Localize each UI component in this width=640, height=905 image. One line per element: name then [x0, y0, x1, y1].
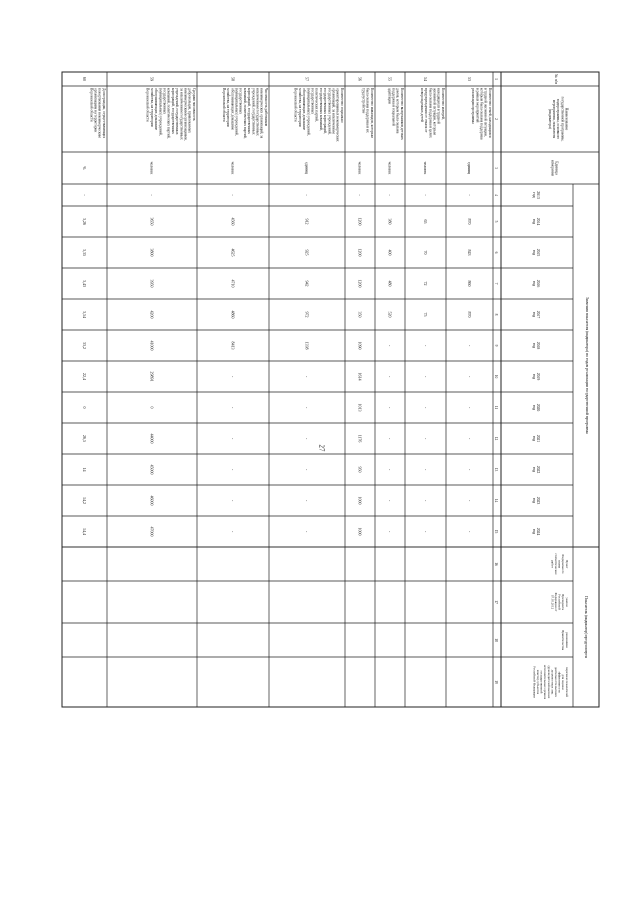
row-name: Количество инвалидов, которым: [369, 88, 374, 138]
row-unit: человек: [387, 161, 392, 175]
row-value: 480: [387, 280, 393, 287]
row-value: 47000: [149, 526, 155, 537]
row-value: -: [423, 344, 428, 347]
row-value: -: [467, 194, 472, 196]
column-number: 16: [494, 562, 498, 566]
row-value: 1200: [357, 217, 363, 226]
row-name: хозяйства, на территории: [226, 88, 231, 127]
row-value: -: [357, 194, 363, 196]
row-value: 942: [304, 280, 310, 287]
row-value: -: [423, 468, 428, 471]
header-name-column: мероприятия, показателя: [551, 99, 556, 139]
column-number: 10: [494, 374, 498, 379]
row-value: 350: [357, 311, 363, 318]
row-name: организаций, за исключением: [331, 88, 336, 134]
row-value: 1000: [357, 527, 363, 536]
row-value: 1090: [357, 341, 363, 350]
header-year-2018: год: [531, 342, 536, 349]
row-value: -: [304, 194, 310, 196]
row-value: 400: [387, 249, 393, 256]
row-value: -: [387, 530, 393, 533]
row-value: 3,35: [82, 249, 87, 256]
column-number: 19: [494, 680, 498, 684]
row-value: -: [304, 499, 310, 502]
row-value: -: [304, 530, 310, 533]
row-value: -: [387, 406, 393, 409]
row-value: 75: [423, 312, 428, 317]
row-name: исключением государственных: [255, 88, 260, 136]
row-name: домов, которым была оказана: [395, 88, 400, 134]
row-value: 4200: [149, 310, 155, 319]
row-name: поддержка в социальной: [391, 88, 396, 126]
row-value: 4560: [230, 217, 236, 226]
row-name: была оказана поддержка в их: [365, 88, 370, 133]
header-year-2014: 2014: [536, 217, 541, 226]
header-year-2022: 2022: [536, 465, 541, 474]
row-value: -: [467, 375, 472, 378]
header-name-column: Наименование: [564, 107, 569, 131]
row-value: -: [387, 375, 393, 378]
row-value: 14,2: [82, 497, 87, 504]
row-number: 60: [82, 77, 87, 81]
header-year-2019: 2019: [536, 372, 541, 381]
row-value: 3650: [149, 217, 155, 226]
header-calc-column-1: плана: [557, 560, 562, 568]
row-value: 3,43: [82, 280, 87, 287]
row-number: 56: [357, 77, 363, 81]
row-unit: единиц: [304, 162, 309, 174]
column-number: 3: [494, 167, 498, 169]
row-number: 57: [304, 77, 310, 81]
row-number: 53: [467, 77, 472, 81]
row-name: корпораций, государственных: [247, 88, 252, 134]
row-value: 14: [82, 467, 87, 472]
header-calc-column-2: указом: [564, 597, 569, 607]
row-value: -: [230, 530, 236, 533]
row-value: 41000: [149, 340, 155, 351]
row-value: 26,5: [82, 435, 87, 442]
row-name: которым была оказана поддержка: [479, 88, 484, 140]
header-calc-group: Показатель (индикатор) предусмотрен: [584, 595, 588, 659]
column-number: 1: [494, 78, 498, 80]
row-value: -: [304, 468, 310, 471]
row-value: -: [304, 406, 310, 409]
header-year-2013: 2013: [536, 191, 541, 199]
row-name: в рамках мероприятий: [475, 88, 480, 123]
row-value: -: [230, 468, 236, 471]
row-name: учреждений, государственных: [175, 88, 180, 135]
row-value: -: [304, 375, 310, 378]
row-unit: человек: [423, 161, 427, 175]
row-name: Воронежской области: [293, 88, 298, 122]
row-name: пожертвования некоммерческим: [97, 88, 102, 138]
column-number: 13: [494, 467, 498, 472]
header-year-2024: год: [531, 528, 536, 535]
header-calc-column-2: Российской: [557, 594, 562, 610]
header-year-2017: год: [531, 311, 536, 318]
row-name: (муниципальных) учреждений,: [234, 88, 239, 136]
row-name: компаний, политических партий,: [166, 88, 171, 139]
header-name-column: государственной программы,: [560, 96, 565, 142]
row-value: 0: [82, 406, 87, 409]
column-number: 6: [494, 251, 498, 254]
header-calc-column-3: Правительства: [561, 629, 566, 651]
row-value: 72: [423, 281, 428, 286]
row-value: 1338: [304, 341, 310, 350]
row-value: 3950: [149, 279, 155, 288]
row-value: -: [230, 375, 236, 378]
row-value: -: [387, 344, 393, 347]
header-year-2024: 2024: [536, 527, 541, 536]
header-unit-column: Единица: [554, 161, 559, 175]
row-unit: человек: [357, 161, 362, 175]
header-year-2023: год: [531, 497, 536, 504]
row-name: (муниципальных) учреждений,: [158, 88, 163, 136]
row-value: -: [467, 499, 472, 502]
row-value: -: [387, 194, 393, 196]
header-calc-column-1: Федерального: [561, 554, 566, 574]
page-number: 27: [317, 444, 326, 452]
row-name: государственных: [162, 88, 167, 115]
row-value: 912: [304, 218, 310, 225]
header-calc-column-2: Президента: [561, 594, 566, 610]
row-value: 3,26: [82, 218, 87, 225]
row-value: -: [467, 437, 472, 440]
header-year-2013: год: [531, 192, 536, 198]
header-calc-column-1: работ: [550, 560, 555, 568]
row-value: 870: [467, 218, 472, 225]
row-name: Количество матерей,: [440, 88, 445, 120]
header-year-2021: 2021: [536, 434, 541, 443]
column-number: 9: [494, 344, 498, 347]
header-year-2023: 2023: [536, 496, 541, 505]
row-name: организациям на территории: [93, 88, 98, 133]
column-number: 4: [494, 194, 498, 196]
row-value: 8413: [230, 341, 236, 350]
column-number: 18: [494, 638, 498, 642]
row-value: -: [230, 406, 236, 409]
row-value: -: [423, 194, 428, 196]
row-name: (муниципальных) учреждений,: [306, 88, 311, 136]
row-value: -: [230, 499, 236, 502]
row-name: государственных: [310, 88, 315, 115]
header-year-2018: 2018: [536, 341, 541, 350]
row-number: 55: [387, 77, 393, 81]
row-value: 46000: [149, 495, 155, 506]
indicator-table: [62, 72, 599, 707]
header-calc-column-4: Российской Федерации: [532, 666, 537, 698]
row-value: 972: [304, 311, 310, 318]
header-calc-column-4: государственной: [539, 670, 544, 694]
row-value: 843: [467, 249, 472, 256]
row-value: 380: [387, 218, 393, 225]
header-calc-column-4: должностных лиц: [550, 669, 555, 695]
header-calc-column-2: 07.05.2012: [550, 594, 555, 610]
header-year-2017: 2017: [536, 310, 541, 319]
row-value: 70: [423, 250, 428, 255]
row-value: -: [304, 437, 310, 440]
row-name: Воронежской области: [145, 88, 150, 122]
header-unit-column: измерения: [550, 159, 555, 177]
column-number: 15: [494, 529, 498, 534]
column-number: 12: [494, 436, 498, 441]
row-value: -: [387, 468, 393, 471]
row-name: обслуживающих домашние: [302, 88, 307, 131]
row-name: ориентированных некоммерческих: [335, 88, 340, 142]
row-number: 54: [423, 77, 428, 81]
row-name: некоммерческими организациями,: [183, 88, 188, 141]
row-value: 950: [357, 466, 363, 473]
header-year-2021: год: [531, 435, 536, 442]
header-name-column: (индикатора): [547, 109, 552, 129]
row-value: -: [230, 194, 236, 196]
row-value: -: [387, 437, 393, 440]
row-name: в трудной жизненной ситуации,: [483, 88, 488, 137]
row-value: 925: [304, 249, 310, 256]
header-calc-column-4: для оценки: [561, 674, 566, 690]
row-value: 4625: [230, 248, 236, 257]
row-value: 22,4: [82, 373, 87, 380]
row-value: -: [149, 194, 155, 196]
header-name-column: подпрограммы, основного: [556, 98, 561, 140]
row-value: 0: [149, 406, 155, 409]
row-value: 1200: [357, 248, 363, 257]
column-number: 17: [494, 600, 498, 604]
header-row-number: № п/п: [554, 73, 559, 85]
row-value: 4860: [230, 310, 236, 319]
header-year-2020: 2020: [536, 403, 541, 412]
header-year-2020: год: [531, 404, 536, 411]
row-value: 44000: [149, 433, 155, 444]
row-name: Количество социально: [339, 88, 344, 123]
row-unit: человек: [230, 161, 235, 175]
row-name: реализации программы: [471, 88, 476, 124]
row-name: Количество семей, находящихся: [487, 88, 492, 138]
row-name: обслуживающих домашние: [230, 88, 235, 131]
header-calc-column-4: власти) субъектов: [536, 669, 540, 695]
row-name: находящихся в трудной: [436, 88, 441, 124]
row-name: некоммерческих организаций, за: [259, 88, 264, 139]
row-value: 14,4: [82, 528, 87, 535]
header-year-2019: год: [531, 373, 536, 380]
row-name: Воронежской области: [89, 88, 94, 122]
row-value: 1013: [357, 403, 363, 412]
row-value: -: [423, 437, 428, 440]
row-value: -: [467, 468, 472, 471]
row-name: за исключением государственных: [179, 88, 184, 140]
row-name: учреждений, государственных: [251, 88, 256, 135]
row-value: -: [467, 406, 472, 409]
row-value: 29891: [149, 371, 155, 382]
header-year-2015: 2015: [536, 248, 541, 257]
row-name: обслуживающих домашние: [154, 88, 159, 131]
row-value: 870: [467, 311, 472, 318]
row-value: -: [423, 530, 428, 533]
row-name: Количество выпускников детских: [399, 88, 404, 140]
row-value: 1614: [357, 372, 363, 381]
row-value: 65: [423, 219, 428, 224]
row-name: была оказана поддержка в целях: [428, 88, 433, 138]
row-value: -: [387, 499, 393, 502]
row-name: предупреждения от отказа от: [424, 88, 429, 133]
row-name: государственных компаний,: [318, 88, 323, 131]
row-name: новорожденных детей: [419, 88, 424, 123]
header-calc-column-1: статистических: [554, 553, 558, 575]
row-value: 1200: [357, 279, 363, 288]
row-unit: человек: [149, 161, 154, 175]
row-name: государственных корпораций,: [323, 88, 328, 134]
row-name: адаптации: [387, 88, 392, 104]
column-number: 14: [494, 498, 498, 503]
row-name: компаний, политических партий,: [242, 88, 247, 139]
row-name: политических партий,: [314, 88, 319, 122]
row-value: 520: [387, 311, 393, 318]
header-year-2016: год: [531, 280, 536, 287]
row-value: 860: [467, 280, 472, 287]
column-number: 7: [494, 282, 498, 285]
column-number: 2: [494, 118, 498, 120]
row-value: -: [230, 437, 236, 440]
row-number: 58: [230, 77, 236, 81]
row-value: -: [467, 530, 472, 533]
row-name: хозяйства, на территории: [149, 88, 154, 127]
table-border: [62, 72, 599, 707]
row-value: -: [82, 194, 87, 196]
header-year-2016: 2016: [536, 279, 541, 288]
row-name: государственных учреждений,: [327, 88, 332, 135]
row-value: 33,2: [82, 342, 87, 349]
header-calc-column-4: эффективности: [557, 671, 562, 693]
header-calc-column-4: (руководителей высших: [546, 665, 551, 699]
header-calc-column-3: решениями: [564, 632, 569, 648]
column-number: 5: [494, 220, 498, 223]
row-name: Доля граждан, осуществляющих: [101, 88, 106, 139]
header-year-2022: год: [531, 466, 536, 473]
row-name: государственных: [238, 88, 243, 115]
row-value: 4710: [230, 279, 236, 288]
header-year-2015: год: [531, 249, 536, 256]
row-name: трудоустройстве: [361, 88, 366, 114]
header-calc-column-4: деятельности высших: [554, 667, 558, 697]
row-name: корпораций, государственных: [170, 88, 175, 134]
row-unit: единиц: [467, 162, 471, 174]
row-number: 59: [149, 77, 155, 81]
row-name: хозяйства, на территории: [297, 88, 302, 127]
row-name: Численность работников: [263, 88, 268, 127]
row-value: 3,54: [82, 311, 87, 318]
row-value: 1000: [357, 496, 363, 505]
column-number: 11: [494, 405, 498, 410]
header-calc-column-4: исполнительных органов: [543, 664, 548, 700]
header-calc-column-1: Пункт: [564, 559, 569, 569]
row-value: -: [423, 375, 428, 378]
column-number: 8: [494, 313, 498, 316]
row-name: Средняя численность: [191, 88, 196, 121]
row-value: 45000: [149, 464, 155, 475]
row-value: 3800: [149, 248, 155, 257]
header-values-group: Значения показателя (индикатора) по годам реализации государственной программы: [585, 296, 590, 435]
row-value: 1176: [357, 434, 363, 443]
row-unit: %: [82, 166, 86, 170]
header-calc-column-4: перечнем показателей: [564, 667, 569, 697]
row-name: жизненной ситуации, которым: [432, 88, 437, 135]
row-name: Воронежской области: [221, 88, 226, 122]
row-value: -: [423, 406, 428, 409]
header-year-2014: год: [531, 218, 536, 225]
row-value: -: [423, 499, 428, 502]
row-value: -: [467, 344, 472, 347]
header-calc-column-2: Федерации от: [554, 592, 558, 612]
row-name: добровольцев, привлекаемых: [187, 88, 192, 133]
